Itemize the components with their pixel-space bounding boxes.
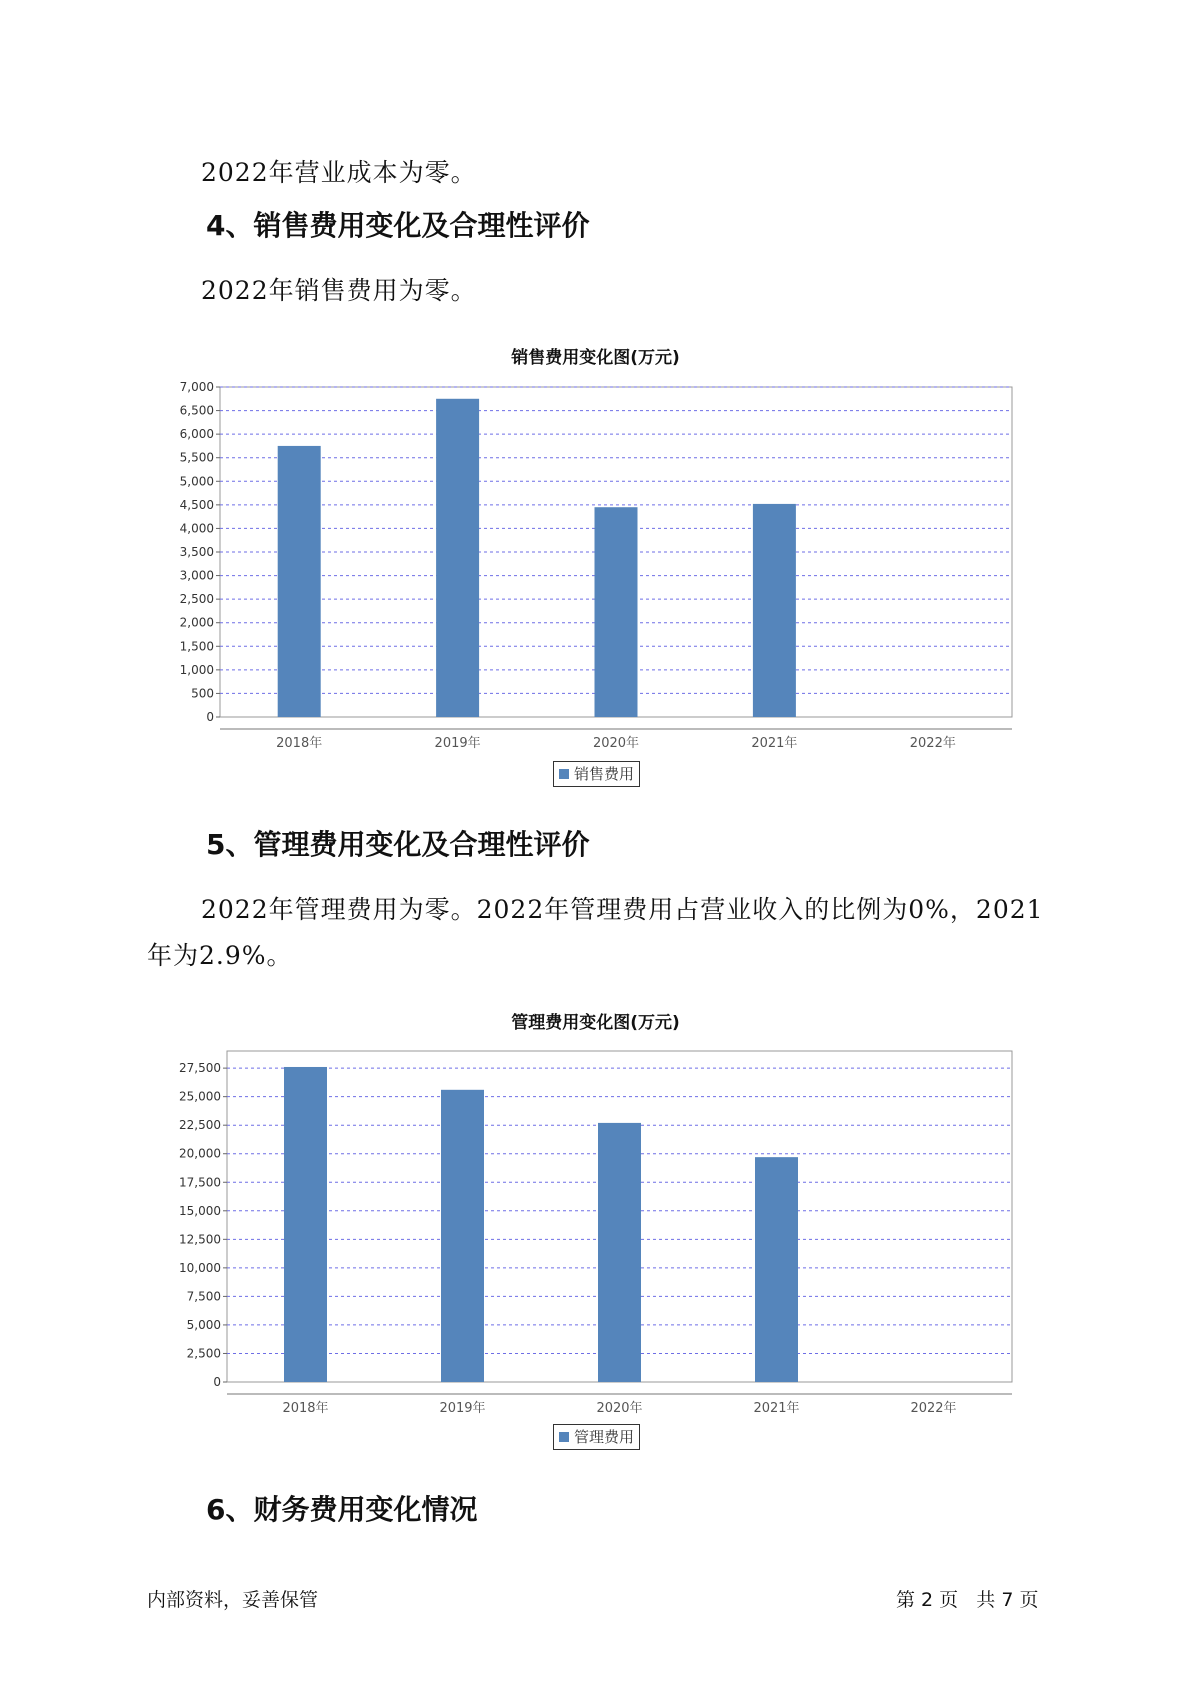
section6-heading: 6、财务费用变化情况 (206, 1493, 478, 1526)
legend-swatch (559, 769, 569, 779)
chart-title: 管理费用变化图(万元) (511, 1013, 680, 1033)
y-tick-label: 7,000 (179, 380, 214, 394)
y-tick-label: 3,000 (179, 568, 214, 583)
y-tick-label: 5,000 (186, 1317, 221, 1332)
y-tick-label: 25,000 (179, 1089, 221, 1104)
section5-text: 2022年管理费用为零。2022年管理费用占营业收入的比例为0%，2021年为2.9%。 (147, 895, 1044, 970)
bar (598, 1123, 641, 1382)
y-tick-label: 22,500 (179, 1118, 221, 1133)
y-tick-label: 4,000 (179, 521, 214, 536)
y-tick-label: 0 (213, 1375, 221, 1389)
bar (436, 399, 479, 717)
x-tick-label: 2018年 (282, 1401, 329, 1416)
y-tick-label: 17,500 (179, 1175, 221, 1190)
x-tick-label: 2019年 (439, 1401, 486, 1416)
x-tick-label: 2020年 (592, 736, 640, 751)
bar (755, 1157, 798, 1382)
chart-plot (0, 1036, 1191, 1456)
y-tick-label: 5,500 (179, 450, 214, 465)
y-tick-label: 1,000 (179, 662, 214, 677)
y-tick-label: 4,500 (179, 497, 214, 512)
y-tick-label: 6,500 (179, 403, 214, 418)
bar (284, 1067, 327, 1382)
y-tick-label: 20,000 (179, 1146, 221, 1161)
y-tick-label: 7,500 (186, 1289, 221, 1304)
footer-confidential: 内部资料，妥善保管 (147, 1589, 319, 1611)
y-tick-label: 0 (206, 710, 214, 724)
footer-page-number: 第 2 页 共 7 页 (896, 1589, 1039, 1611)
y-tick-label: 3,500 (179, 545, 214, 559)
legend-label: 管理费用 (574, 1428, 635, 1446)
section5-heading: 5、管理费用变化及合理性评价 (206, 828, 590, 861)
bar (278, 446, 321, 717)
section4-text: 2022年销售费用为零。 (201, 276, 477, 305)
x-tick-label: 2021年 (753, 1401, 800, 1416)
y-tick-label: 2,500 (179, 592, 214, 607)
legend-label: 销售费用 (574, 765, 635, 783)
chart-legend (553, 761, 640, 787)
chart-legend (553, 1424, 640, 1450)
y-tick-label: 500 (191, 686, 214, 701)
y-tick-label: 1,500 (179, 639, 214, 654)
section3-tail-text: 2022年营业成本为零。 (201, 158, 477, 187)
bar (595, 507, 638, 717)
y-tick-label: 12,500 (179, 1232, 221, 1247)
bar (753, 504, 796, 717)
y-tick-label: 2,000 (179, 615, 214, 630)
y-tick-label: 10,000 (179, 1260, 221, 1275)
y-tick-label: 27,500 (179, 1061, 221, 1076)
y-tick-label: 5,000 (179, 474, 214, 489)
chart-title: 销售费用变化图(万元) (511, 348, 680, 368)
x-tick-label: 2022年 (909, 736, 956, 751)
bar (441, 1090, 484, 1382)
x-tick-label: 2020年 (596, 1401, 643, 1416)
x-tick-label: 2022年 (910, 1401, 957, 1416)
x-tick-label: 2021年 (751, 736, 798, 751)
y-tick-label: 6,000 (179, 427, 214, 442)
legend-swatch (559, 1432, 569, 1442)
y-tick-label: 2,500 (186, 1346, 221, 1361)
section4-heading: 4、销售费用变化及合理性评价 (206, 209, 590, 242)
chart-plot (0, 370, 1191, 790)
y-tick-label: 15,000 (179, 1203, 221, 1218)
x-tick-label: 2018年 (276, 736, 323, 751)
x-tick-label: 2019年 (434, 736, 481, 751)
